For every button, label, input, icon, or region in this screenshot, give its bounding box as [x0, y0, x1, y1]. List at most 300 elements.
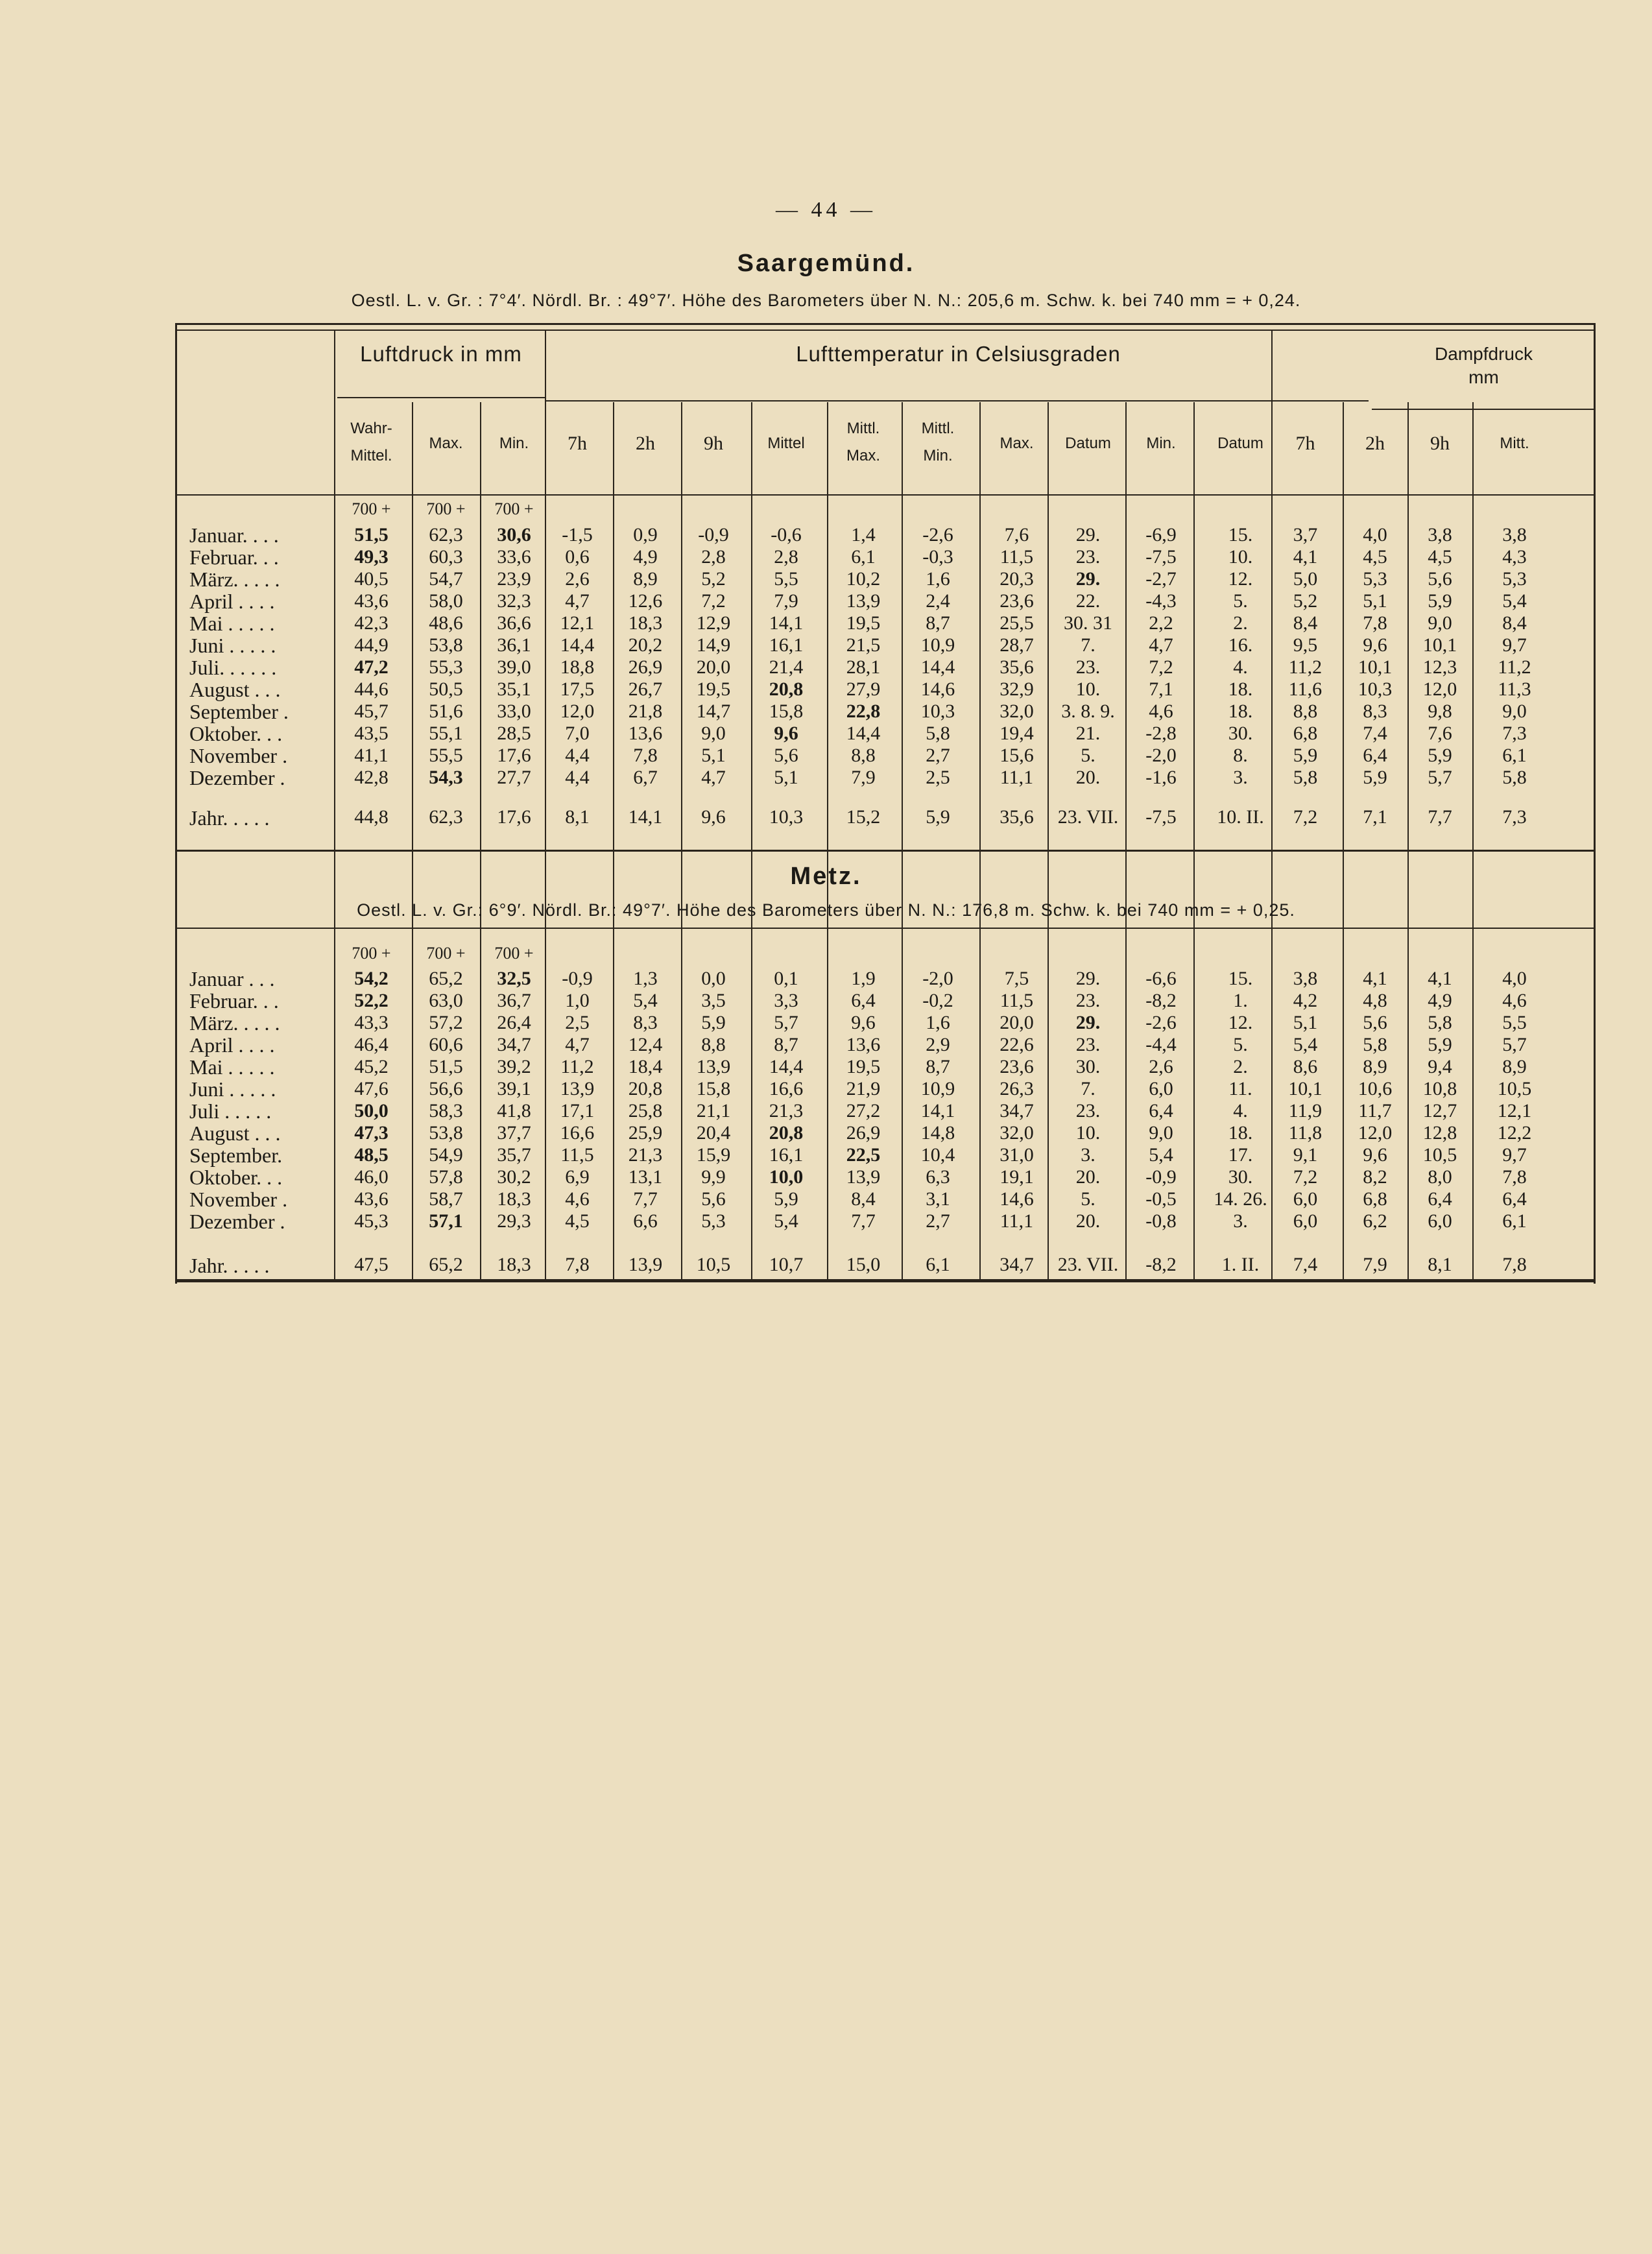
- table-cell: 23,9: [497, 568, 531, 590]
- table-cell: 4,7: [1149, 634, 1173, 656]
- subheader-2: Min.: [499, 435, 529, 452]
- table-cell: 10,5: [1422, 1144, 1457, 1166]
- jahr-value: 15,2: [846, 806, 881, 828]
- table-cell: 10,3: [1358, 678, 1393, 700]
- subheader-9: Max.: [1000, 435, 1034, 452]
- table-cell: 21,9: [846, 1078, 881, 1099]
- table-cell: 13,9: [560, 1078, 595, 1099]
- table-cell: 19,5: [846, 1056, 881, 1077]
- table-cell: 16.: [1228, 634, 1253, 656]
- table-cell: 26,7: [628, 678, 663, 700]
- table-cell: 5,6: [1363, 1012, 1387, 1033]
- table-cell: 55,5: [429, 745, 463, 766]
- table-cell: 44,6: [354, 678, 389, 700]
- table-cell: 5,1: [1363, 590, 1387, 612]
- table-cell: 14,4: [769, 1056, 804, 1077]
- table-cell: 8,4: [1502, 612, 1527, 634]
- table-cell: 22,5: [846, 1144, 881, 1166]
- table-cell: -0,8: [1145, 1210, 1177, 1232]
- month-label: November .: [189, 744, 288, 767]
- table-cell: 11.: [1228, 1078, 1252, 1099]
- jahr-value: 9,6: [701, 806, 726, 828]
- subheader-11: Min.: [1146, 435, 1176, 452]
- table-cell: 4,0: [1363, 524, 1387, 546]
- table-cell: 11,2: [1498, 656, 1531, 678]
- table-cell: 13,9: [696, 1056, 731, 1077]
- table-cell: 36,1: [497, 634, 531, 656]
- table-cell: 8,9: [1502, 1056, 1527, 1077]
- data-column: [1407, 968, 1472, 1232]
- table-cell: 10.: [1228, 546, 1253, 568]
- page-number: — 44 —: [776, 198, 876, 222]
- data-column: [412, 524, 480, 789]
- table-cell: -0,9: [698, 524, 729, 546]
- table-cell: 45,2: [354, 1056, 389, 1077]
- data-column: [827, 524, 900, 789]
- table-cell: 5,1: [774, 767, 798, 788]
- table-cell: 4,5: [1363, 546, 1387, 568]
- table-cell: -4,4: [1145, 1034, 1177, 1055]
- jahr-value: 13,9: [628, 1254, 663, 1275]
- table-cell: 54,2: [354, 968, 389, 989]
- table-cell: 14,1: [769, 612, 804, 634]
- table-cell: 29.: [1075, 568, 1101, 590]
- table-cell: 57,8: [429, 1166, 463, 1188]
- table-cell: 7,1: [1149, 678, 1173, 700]
- table-cell: 9,1: [1293, 1144, 1318, 1166]
- table-cell: 9,0: [701, 723, 726, 744]
- station-info-saargemuend: Oestl. L. v. Gr. : 7°4′. Nördl. Br. : 49°7′. Höhe des Barometers über N. N.: 205,6 m. Schw. k. bei 740 mm = + 0,24.: [351, 291, 1301, 310]
- data-column: [979, 524, 1054, 789]
- jahr-value: 17,6: [497, 806, 531, 828]
- header-top-rule: [175, 330, 1596, 331]
- month-label: Januar. . . .: [189, 523, 279, 547]
- month-label: September .: [189, 700, 289, 723]
- data-column: [1472, 968, 1557, 1232]
- table-cell: 6,8: [1363, 1188, 1387, 1210]
- table-cell: 39,1: [497, 1078, 531, 1099]
- table-cell: 21,3: [628, 1144, 663, 1166]
- table-cell: 2,6: [565, 568, 590, 590]
- station-info-metz: Oestl. L. v. Gr.: 6°9′. Nördl. Br.: 49°7′. Höhe des Barometers über N. N.: 176,8 m. Schw. k. bei 740 mm = + 0,25.: [357, 900, 1295, 920]
- table-cell: 33,0: [497, 701, 531, 722]
- table-cell: 2,4: [926, 590, 950, 612]
- month-label: September.: [189, 1144, 283, 1167]
- jahr-value: 7,2: [1293, 806, 1318, 828]
- table-cell: 5,1: [701, 745, 726, 766]
- table-cell: 2.: [1233, 1056, 1248, 1077]
- table-cell: 19,1: [1000, 1166, 1034, 1188]
- table-cell: 20,2: [628, 634, 663, 656]
- jahr-value: 23. VII.: [1057, 806, 1119, 828]
- table-cell: 22,8: [846, 701, 881, 722]
- table-cell: 5,3: [1502, 568, 1527, 590]
- table-cell: 6,4: [1502, 1188, 1527, 1210]
- table-cell: 15.: [1228, 524, 1253, 546]
- vline-months: [334, 330, 335, 1279]
- table-cell: 4,7: [565, 1034, 590, 1055]
- jahr-value: 35,6: [1000, 806, 1034, 828]
- jahr-value: 7,3: [1502, 806, 1527, 828]
- table-cell: 2,7: [926, 745, 950, 766]
- table-cell: 8,7: [926, 612, 950, 634]
- jahr-value: 7,1: [1363, 806, 1387, 828]
- table-cell: 4,7: [701, 767, 726, 788]
- table-cell: 25,8: [628, 1100, 663, 1121]
- table-cell: 9,7: [1502, 1144, 1527, 1166]
- table-cell: 15.: [1228, 968, 1253, 989]
- table-cell: 11,6: [1288, 678, 1323, 700]
- table-cell: -1,6: [1145, 767, 1177, 788]
- table-cell: 48,5: [354, 1144, 389, 1166]
- table-cell: 5,5: [1502, 1012, 1527, 1033]
- table-cell: 2,2: [1149, 612, 1173, 634]
- table-cell: 54,9: [429, 1144, 463, 1166]
- data-column: [1343, 968, 1407, 1232]
- table-cell: 36,6: [497, 612, 531, 634]
- table-cell: 4,4: [565, 745, 590, 766]
- table-cell: 4,9: [633, 546, 658, 568]
- table-cell: 11,5: [560, 1144, 594, 1166]
- jahr-value: 7,8: [1502, 1254, 1527, 1275]
- table-cell: 10,5: [1497, 1078, 1532, 1099]
- table-cell: 32,5: [497, 968, 531, 989]
- table-cell: 47,3: [354, 1122, 389, 1144]
- table-cell: 11,7: [1358, 1100, 1392, 1121]
- table-cell: 5,1: [1293, 1012, 1318, 1033]
- table-cell: 56,6: [429, 1078, 463, 1099]
- table-cell: 30.: [1228, 723, 1253, 744]
- jahr-value: -8,2: [1145, 1254, 1177, 1275]
- table-cell: 52,2: [354, 990, 389, 1011]
- table-cell: 9,0: [1502, 701, 1527, 722]
- subheader-4: 2h: [636, 433, 655, 454]
- table-cell: 11,3: [1498, 678, 1531, 700]
- table-cell: 4,4: [565, 767, 590, 788]
- table-cell: -7,5: [1145, 546, 1177, 568]
- table-cell: 48,6: [429, 612, 463, 634]
- table-cell: 5,7: [1502, 1034, 1527, 1055]
- table-cell: 9,6: [1363, 634, 1387, 656]
- month-label: Januar . . .: [189, 967, 275, 990]
- table-cell: 7,5: [1004, 968, 1029, 989]
- jahr-value: 65,2: [429, 1254, 463, 1275]
- table-cell: 11,2: [560, 1056, 594, 1077]
- table-cell: 13,9: [846, 1166, 881, 1188]
- data-column: [1407, 524, 1472, 789]
- base-700-label: 700 +: [352, 499, 391, 518]
- subheader-8: Mittl. Min.: [921, 420, 955, 464]
- table-cell: 44,9: [354, 634, 389, 656]
- table-cell: 1,6: [926, 568, 950, 590]
- table-cell: 60,6: [429, 1034, 463, 1055]
- table-cell: 6,3: [926, 1166, 950, 1188]
- jahr-value: 10,3: [769, 806, 804, 828]
- table-cell: 13,6: [846, 1034, 881, 1055]
- table-cell: 45,3: [354, 1210, 389, 1232]
- table-cell: 5.: [1233, 1034, 1248, 1055]
- table-cell: 5,8: [1428, 1012, 1452, 1033]
- table-cell: -8,2: [1145, 990, 1177, 1011]
- table-cell: 8,9: [1363, 1056, 1387, 1077]
- table-cell: 4,5: [565, 1210, 590, 1232]
- subheader-5: 9h: [704, 433, 723, 454]
- table-cell: 4,6: [565, 1188, 590, 1210]
- jahr-value: -7,5: [1145, 806, 1177, 828]
- jahr-value: 8,1: [565, 806, 590, 828]
- table-cell: 8,4: [851, 1188, 876, 1210]
- month-label: April . . . .: [189, 1033, 275, 1057]
- station-title-metz: Metz.: [790, 863, 862, 890]
- table-cell: -4,3: [1145, 590, 1177, 612]
- table-cell: 60,3: [429, 546, 463, 568]
- data-column: [337, 524, 405, 789]
- table-cell: 5,7: [774, 1012, 798, 1033]
- table-cell: 47,2: [354, 656, 389, 678]
- table-cell: 21,5: [846, 634, 881, 656]
- jahr-value: 7,7: [1428, 806, 1452, 828]
- table-cell: 10,2: [846, 568, 881, 590]
- table-cell: 11,1: [1000, 1210, 1034, 1232]
- dampf-under-rule: [1372, 409, 1596, 410]
- table-cell: 4,6: [1149, 701, 1173, 722]
- subheader-1: Max.: [429, 435, 463, 452]
- table-cell: 10,6: [1358, 1078, 1393, 1099]
- table-cell: 3,7: [1293, 524, 1318, 546]
- table-cell: 21,1: [696, 1100, 731, 1121]
- table-cell: 10,8: [1422, 1078, 1457, 1099]
- table-cell: 3,3: [774, 990, 798, 1011]
- table-cell: 2,8: [701, 546, 726, 568]
- table-cell: 51,5: [429, 1056, 463, 1077]
- header-lufttemperatur: Lufttemperatur in Celsiusgraden: [796, 342, 1121, 366]
- table-cell: 27,2: [846, 1100, 881, 1121]
- table-cell: 5,4: [774, 1210, 798, 1232]
- table-cell: 26,9: [628, 656, 663, 678]
- table-cell: 8,6: [1293, 1056, 1318, 1077]
- station-separator-rule: [175, 850, 1596, 852]
- month-label: August . . .: [189, 678, 281, 701]
- table-cell: 4,6: [1502, 990, 1527, 1011]
- table-cell: 21.: [1075, 723, 1101, 744]
- table-cell: 7.: [1081, 634, 1095, 656]
- jahr-value: 5,9: [926, 806, 950, 828]
- table-cell: 46,4: [354, 1034, 389, 1055]
- table-cell: 5,8: [1502, 767, 1527, 788]
- table-cell: 4,0: [1502, 968, 1527, 989]
- jahr-value: 18,3: [497, 1254, 531, 1275]
- table-cell: 5,9: [701, 1012, 726, 1033]
- table-cell: 17,5: [560, 678, 595, 700]
- table-cell: 6,9: [565, 1166, 590, 1188]
- table-cell: -6,9: [1145, 524, 1177, 546]
- table-cell: 53,8: [429, 1122, 463, 1144]
- table-cell: 10,1: [1422, 634, 1457, 656]
- table-cell: 14,7: [696, 701, 731, 722]
- month-label: Dezember .: [189, 766, 285, 789]
- table-cell: 5,6: [701, 1188, 726, 1210]
- table-cell: 6,4: [1149, 1100, 1173, 1121]
- table-cell: 16,1: [769, 1144, 804, 1166]
- table-cell: 13,6: [628, 723, 663, 744]
- data-column: [480, 968, 548, 1232]
- table-cell: 7.: [1081, 1078, 1095, 1099]
- table-cell: 20,8: [769, 678, 804, 700]
- table-cell: 4,9: [1428, 990, 1452, 1011]
- table-cell: 3,8: [1293, 968, 1318, 989]
- table-cell: 34,7: [1000, 1100, 1034, 1121]
- table-cell: 43,6: [354, 1188, 389, 1210]
- table-cell: 12.: [1228, 1012, 1253, 1033]
- table-cell: 53,8: [429, 634, 463, 656]
- table-cell: 63,0: [429, 990, 463, 1011]
- table-cell: 21,3: [769, 1100, 804, 1121]
- table-cell: 6,8: [1293, 723, 1318, 744]
- table-cell: 18,3: [497, 1188, 531, 1210]
- table-cell: 30.: [1075, 1056, 1101, 1077]
- table-cell: 57,1: [429, 1210, 463, 1232]
- table-cell: 23,6: [1000, 1056, 1034, 1077]
- base-700-label: 700 +: [426, 499, 466, 518]
- data-column: [613, 968, 678, 1232]
- table-cell: 8,7: [926, 1056, 950, 1077]
- table-cell: 11,5: [1000, 990, 1034, 1011]
- table-cell: 13,1: [628, 1166, 663, 1188]
- month-label: Februar. . .: [189, 546, 279, 569]
- table-cell: 5,8: [926, 723, 950, 744]
- jahr-value: 10,5: [696, 1254, 731, 1275]
- table-cell: 26,3: [1000, 1078, 1034, 1099]
- table-cell: 40,5: [354, 568, 389, 590]
- subheader-6: Mittel: [767, 435, 805, 452]
- table-cell: 5,9: [1363, 767, 1387, 788]
- table-cell: 2,5: [926, 767, 950, 788]
- table-cell: 35,7: [497, 1144, 531, 1166]
- table-cell: -2,7: [1145, 568, 1177, 590]
- month-label: März. . . . .: [189, 1011, 280, 1035]
- table-cell: 65,2: [429, 968, 463, 989]
- month-label: Mai . . . . .: [189, 612, 275, 635]
- subheader-15: 9h: [1430, 433, 1450, 454]
- table-cell: 1.: [1233, 990, 1248, 1011]
- table-cell: 5,9: [1428, 1034, 1452, 1055]
- table-cell: 45,7: [354, 701, 389, 722]
- table-cell: 39,2: [497, 1056, 531, 1077]
- table-cell: 50,0: [354, 1100, 389, 1121]
- header-luftdruck: Luftdruck in mm: [360, 342, 522, 366]
- table-cell: 19,5: [696, 678, 731, 700]
- table-cell: 5,8: [1293, 767, 1318, 788]
- table-cell: 20,0: [1000, 1012, 1034, 1033]
- jahr-value: 7,4: [1293, 1254, 1318, 1275]
- table-cell: 28,5: [497, 723, 531, 744]
- table-cell: 6,1: [851, 546, 876, 568]
- table-cell: 5,4: [1149, 1144, 1173, 1166]
- data-column: [1271, 524, 1339, 789]
- table-cell: 1,6: [926, 1012, 950, 1033]
- table-cell: 12,0: [560, 701, 595, 722]
- table-cell: -2,0: [1145, 745, 1177, 766]
- table-cell: 8,4: [1293, 612, 1318, 634]
- table-cell: 9,5: [1293, 634, 1318, 656]
- month-label: Februar. . .: [189, 989, 279, 1013]
- table-cell: 11,2: [1288, 656, 1323, 678]
- table-cell: 20.: [1075, 767, 1101, 788]
- data-column: [902, 968, 974, 1232]
- table-cell: 10,0: [769, 1166, 804, 1188]
- data-column: [902, 524, 974, 789]
- table-cell: 12,3: [1422, 656, 1457, 678]
- table-cell: 9,4: [1428, 1056, 1452, 1077]
- table-cell: 49,3: [354, 546, 389, 568]
- data-column: [1125, 968, 1197, 1232]
- table-cell: 9,6: [851, 1012, 876, 1033]
- table-cell: 15,8: [769, 701, 804, 722]
- jahr-value: 10,7: [769, 1254, 804, 1275]
- table-cell: 26,4: [497, 1012, 531, 1033]
- table-cell: 4,1: [1363, 968, 1387, 989]
- table-cell: 14,8: [920, 1122, 955, 1144]
- jahr-value: 23. VII.: [1057, 1254, 1119, 1275]
- data-column: [337, 968, 405, 1232]
- table-cell: 17,6: [497, 745, 531, 766]
- table-cell: 16,1: [769, 634, 804, 656]
- table-cell: 18,8: [560, 656, 595, 678]
- data-column: [480, 524, 548, 789]
- jahr-value: 10. II.: [1217, 806, 1264, 828]
- table-cell: 3,1: [926, 1188, 950, 1210]
- table-cell: 7,8: [1502, 1166, 1527, 1188]
- table-cell: 2,9: [926, 1034, 950, 1055]
- table-cell: 6,0: [1293, 1188, 1318, 1210]
- table-cell: 2,5: [565, 1012, 590, 1033]
- table-cell: 6,0: [1293, 1210, 1318, 1232]
- jahr-value: 1. II.: [1221, 1254, 1260, 1275]
- table-cell: 4,5: [1428, 546, 1452, 568]
- table-cell: 5,6: [1428, 568, 1452, 590]
- table-cell: 51,5: [354, 524, 389, 546]
- table-cell: 5,9: [774, 1188, 798, 1210]
- table-cell: 27,7: [497, 767, 531, 788]
- table-cell: 15,6: [1000, 745, 1034, 766]
- table-cell: 32,0: [1000, 701, 1034, 722]
- table-cell: 9,9: [701, 1166, 726, 1188]
- table-cell: -6,6: [1145, 968, 1177, 989]
- table-cell: 5,9: [1293, 745, 1318, 766]
- data-column: [1343, 524, 1407, 789]
- table-cell: 7,9: [774, 590, 798, 612]
- table-cell: 10,1: [1358, 656, 1393, 678]
- table-cell: 47,6: [354, 1078, 389, 1099]
- table-cell: 10.: [1075, 678, 1101, 700]
- table-cell: 0,6: [565, 546, 590, 568]
- table-cell: 3.: [1081, 1144, 1095, 1166]
- table-cell: 11,1: [1000, 767, 1034, 788]
- jahr-value: 47,5: [354, 1254, 389, 1275]
- table-cell: 20,0: [696, 656, 731, 678]
- table-cell: 12,6: [628, 590, 663, 612]
- jahr-value: 34,7: [1000, 1254, 1034, 1275]
- table-cell: 8,3: [633, 1012, 658, 1033]
- temp-under-rule: [545, 400, 1369, 402]
- table-cell: 4,7: [565, 590, 590, 612]
- table-cell: 10,3: [920, 701, 955, 722]
- table-cell: 1,3: [633, 968, 658, 989]
- table-cell: 20.: [1075, 1210, 1101, 1232]
- table-cell: 46,0: [354, 1166, 389, 1188]
- jahr-value: 14,1: [628, 806, 663, 828]
- table-cell: 12,1: [560, 612, 595, 634]
